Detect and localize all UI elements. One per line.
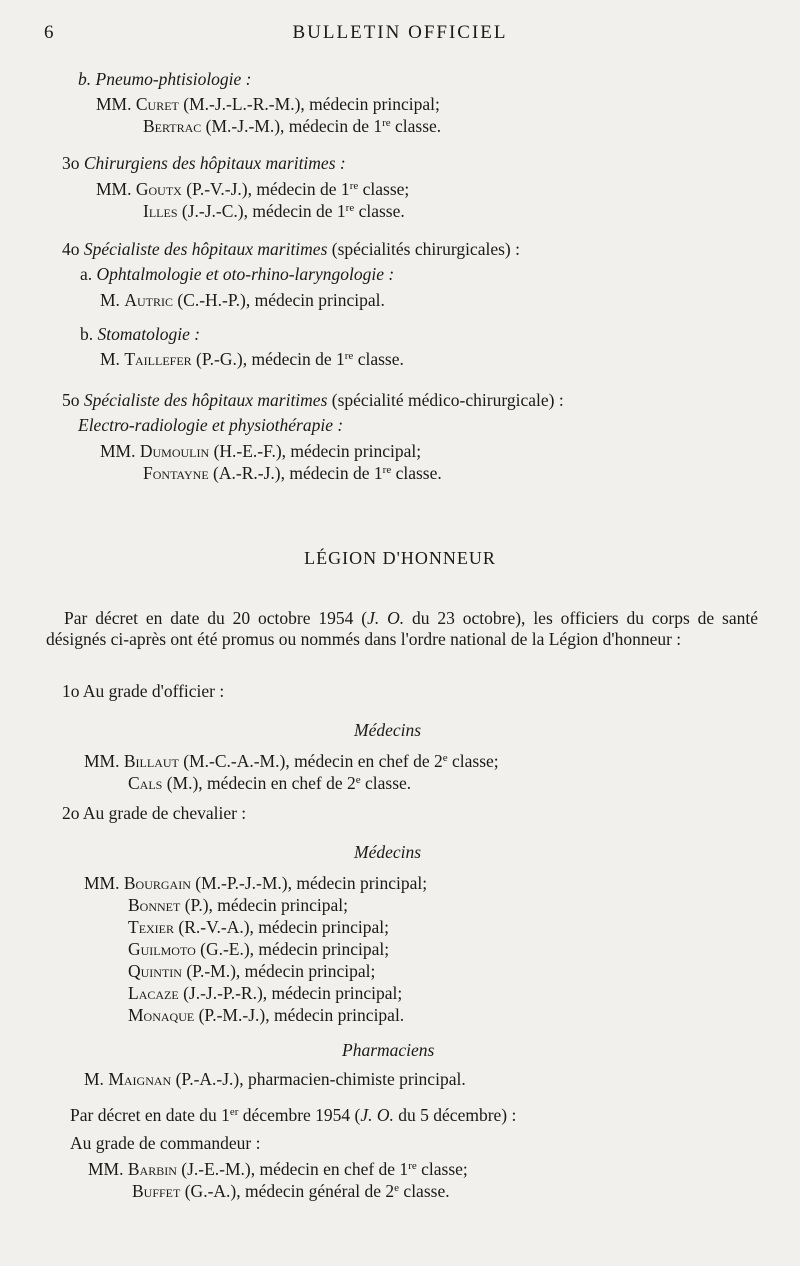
name-line: Cals (M.), médecin en chef de 2e classe. bbox=[128, 773, 412, 793]
name-line: Guilmoto (G.-E.), médecin principal; bbox=[128, 939, 390, 959]
section-heading-specialiste-4: 4o Spécialiste des hôpitaux maritimes (spécialités chirurgicales) : bbox=[62, 239, 520, 259]
name-line: Monaque (P.-M.-J.), médecin principal. bbox=[128, 1005, 405, 1025]
section-heading-chirurgiens: 3o Chirurgiens des hôpitaux maritimes : bbox=[62, 153, 346, 173]
subsection-heading-ophtalmologie: a. Ophtalmologie et oto-rhino-laryngologie : bbox=[80, 264, 395, 284]
grade-heading-officier: 1o Au grade d'officier : bbox=[62, 681, 225, 701]
name-line: MM. Goutx (P.-V.-J.), médecin de 1re classe; bbox=[96, 179, 410, 199]
name-line: Buffet (G.-A.), médecin général de 2e classe. bbox=[132, 1181, 450, 1201]
page-number: 6 bbox=[44, 22, 54, 43]
decree-paragraph: Par décret en date du 20 octobre 1954 (J. O. du 23 octobre), les officiers du corps de santé désignés ci-après ont été promus ou nommés dans l'ordre national de la Légion d'honneur : bbox=[46, 608, 759, 649]
name-line: Bonnet (P.), médecin principal; bbox=[128, 895, 349, 915]
name-line: Texier (R.-V.-A.), médecin principal; bbox=[128, 917, 389, 937]
name-line: MM. Dumoulin (H.-E.-F.), médecin principal; bbox=[100, 441, 422, 461]
section-title-legion-honneur: LÉGION D'HONNEUR bbox=[304, 548, 496, 568]
name-line: Lacaze (J.-J.-P.-R.), médecin principal; bbox=[128, 983, 403, 1003]
name-line: MM. Bourgain (M.-P.-J.-M.), médecin principal; bbox=[84, 873, 428, 893]
name-line: M. Taillefer (P.-G.), médecin de 1re classe. bbox=[100, 349, 404, 369]
name-line: Illes (J.-J.-C.), médecin de 1re classe. bbox=[143, 201, 405, 221]
category-heading-pharmaciens: Pharmaciens bbox=[342, 1040, 435, 1060]
category-heading-medecins: Médecins bbox=[354, 842, 422, 862]
grade-heading-chevalier: 2o Au grade de chevalier : bbox=[62, 803, 247, 823]
name-line: Quintin (P.-M.), médecin principal; bbox=[128, 961, 376, 981]
name-line: Fontayne (A.-R.-J.), médecin de 1re classe. bbox=[143, 463, 442, 483]
section-heading-specialiste-5: 5o Spécialiste des hôpitaux maritimes (spécialité médico-chirurgicale) : bbox=[62, 390, 564, 410]
grade-heading-commandeur: Au grade de commandeur : bbox=[70, 1133, 261, 1153]
name-line: Bertrac (M.-J.-M.), médecin de 1re classe. bbox=[143, 116, 442, 136]
running-title: BULLETIN OFFICIEL bbox=[292, 22, 508, 43]
name-line: M. Autric (C.-H.-P.), médecin principal. bbox=[100, 290, 385, 310]
subsection-heading-stomatologie: b. Stomatologie : bbox=[80, 324, 201, 344]
name-line: MM. Barbin (J.-E.-M.), médecin en chef de 1re classe; bbox=[88, 1159, 468, 1179]
subsection-heading-electro-radiologie: Electro-radiologie et physiothérapie : bbox=[78, 415, 344, 435]
decree-line: Par décret en date du 1er décembre 1954 (J. O. du 5 décembre) : bbox=[70, 1105, 517, 1125]
name-line: MM. Curet (M.-J.-L.-R.-M.), médecin principal; bbox=[96, 94, 440, 114]
category-heading-medecins: Médecins bbox=[354, 720, 422, 740]
name-line: M. Maignan (P.-A.-J.), pharmacien-chimiste principal. bbox=[84, 1069, 466, 1089]
name-line: MM. Billaut (M.-C.-A.-M.), médecin en chef de 2e classe; bbox=[84, 751, 499, 771]
section-heading-pneumo: b. Pneumo-phtisiologie : bbox=[78, 69, 252, 89]
